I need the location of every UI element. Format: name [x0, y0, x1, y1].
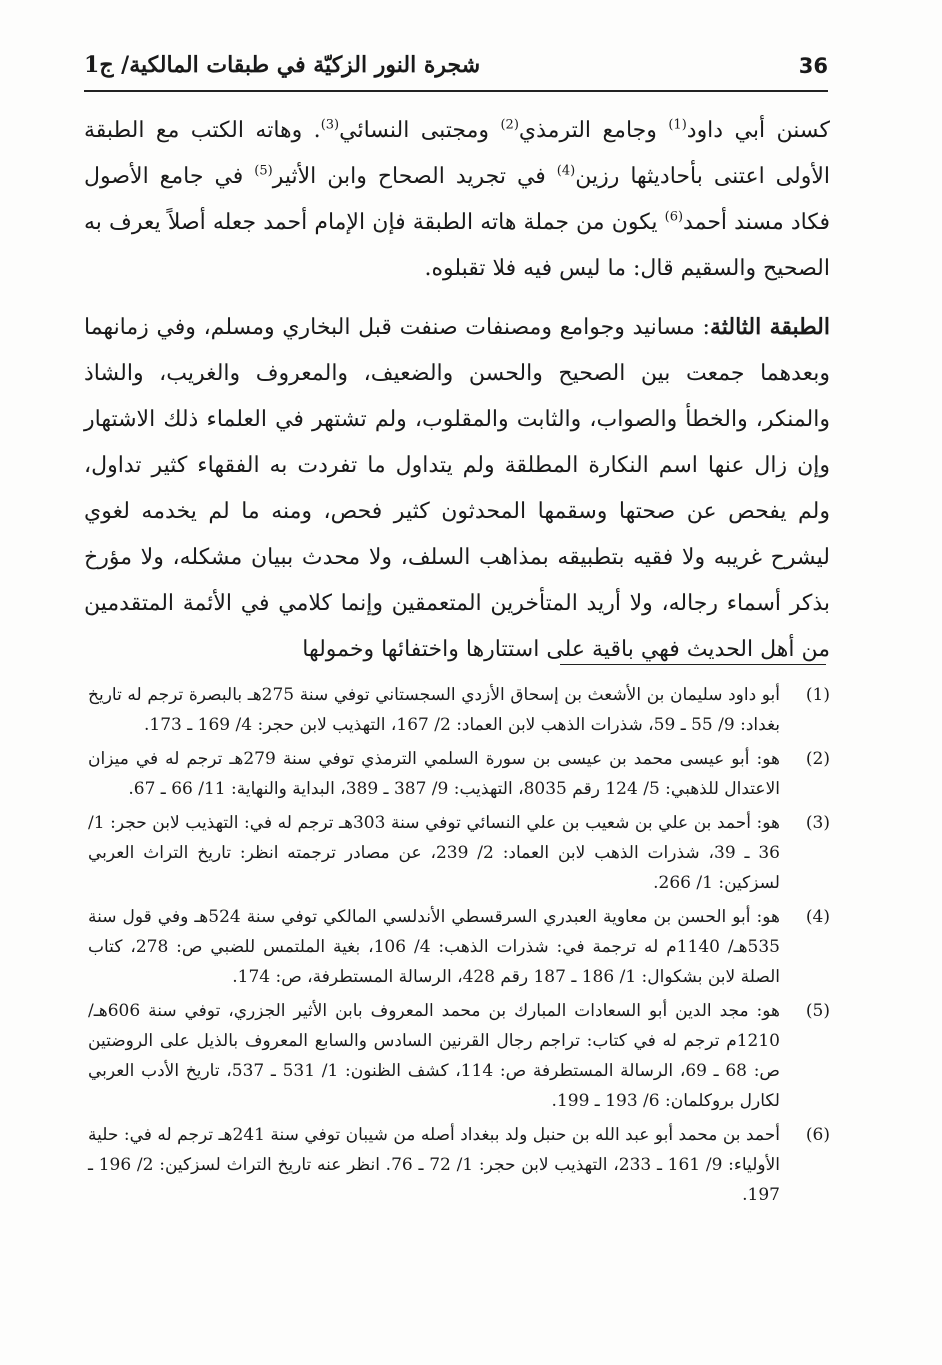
footnote-text: هو: مجد الدين أبو السعادات المبارك بن محمد المعروف بابن الأثير الجزري، توفي سنة 606هـ/ 1210م ترجم له في كتاب: تراجم رجال القرنين السادس والسابع المعروف بالذيل على الروضتين ص: 68 ـ 69، الرسالة المستطرفة ص: 114، كشف الظنون: 1/ 531 ـ 537، تاريخ الأدب العربي لكارل بروكلمان: 6/ 193 ـ 199.: [88, 1001, 780, 1111]
footnote-3: [88, 808, 830, 898]
footnote-number: (5): [805, 1001, 830, 1021]
footnote-ref-1: (1): [668, 117, 687, 133]
page-header: [84, 48, 828, 92]
section-label: الطبقة الثالثة: [709, 314, 830, 340]
text-segment: : مسانيد وجوامع ومصنفات صنفت قبل البخاري ومسلم، وفي زمانهما وبعدهما جمعت بين الصحيح والحسن والضعيف، والمعروف والغريب، والشاذ والمنكر، والخطأ والصواب، والثابت والمقلوب، ولم تشتهر في العلماء ذلك الاشتهار وإن زال عنها اسم النكارة المطلقة ولم يتداول ما تفردت به الفقهاء كثير تداول، ولم يفحص عن صحتها وسقمها المحدثون كثير فحص، ومنه ما لم يخدمه لغوي ليشرح غريبه ولا فقيه بتطبيقه بمذاهب السلف، ولا محدث ببيان مشكله، ولا مؤرخ بذكر أسماء رجاله، ولا أريد المتأخرين المتعمقين وإنما كلامي في الأئمة المتقدمين من أهل الحديث فهي باقية على استتارها واختفائها وخمولها: [84, 315, 830, 662]
header-rule: [84, 90, 828, 92]
footnote-ref-6: (6): [664, 209, 684, 225]
footnote-text: أحمد بن محمد أبو عبد الله بن حنبل ولد ببغداد أصله من شيبان توفي سنة 241هـ ترجم له في: حلية الأولياء: 9/ 161 ـ 233، التهذيب لابن حجر: 1/ 72 ـ 76. انظر عنه تاريخ التراث لسزكين: 2/ 196 ـ 197.: [88, 1125, 780, 1205]
footnote-text: هو: أحمد بن علي بن شعيب بن علي النسائي توفي سنة 303هـ ترجم له في: التهذيب لابن حجر: 1/ 36 ـ 39، شذرات الذهب لابن العماد: 2/ 239، عن مصادر ترجمته انظر: تاريخ التراث العربي لسزكين: 1/ 266.: [88, 813, 780, 893]
footnote-ref-4: (4): [556, 163, 576, 179]
text-segment: كسنن أبي داود: [686, 118, 831, 143]
footnote-ref-3: (3): [320, 117, 340, 133]
footnote-ref-5: (5): [254, 163, 273, 179]
footnote-number: (4): [805, 907, 830, 927]
footnote-text: هو: أبو عيسى محمد بن عيسى بن سورة السلمي الترمذي توفي سنة 279هـ ترجم له في ميزان الاعتدال للذهبي: 5/ 124 رقم 8035، التهذيب: 9/ 387 ـ 389، البداية والنهاية: 11/ 66 ـ 67.: [88, 749, 780, 799]
text-segment: في جامع الأصول فكاد مسند أحمد: [84, 164, 831, 235]
footnote-text: أبو داود سليمان بن الأشعث بن إسحاق الأزدي السجستاني توفي سنة 275هـ بالبصرة ترجم له تاريخ بغداد: 9/ 55 ـ 59، شذرات الذهب لابن العماد: 2/ 167، التهذيب لابن حجر: 4/ 169 ـ 173.: [88, 685, 780, 735]
text-segment: ومجتبى النسائي: [339, 118, 501, 143]
footnote-number: (2): [805, 749, 830, 769]
footnote-4: [88, 902, 830, 992]
paragraph-1: [84, 108, 830, 292]
footnote-separator: [560, 664, 826, 665]
footnote-number: (1): [805, 685, 830, 705]
text-segment: . وهاته الكتب مع الطبقة الأولى اعتنى بأحاديثها رزين: [84, 118, 830, 189]
footnote-1: [88, 680, 830, 740]
footnote-2: [88, 744, 830, 804]
text-segment: وجامع الترمذي: [518, 118, 669, 143]
footnote-ref-2: (2): [500, 117, 519, 133]
main-text: [84, 108, 830, 673]
page-number: 36: [798, 54, 828, 78]
text-segment: في تجريد الصحاح وابن الأثير: [272, 164, 557, 189]
footnote-number: (3): [805, 813, 830, 833]
footnotes: [88, 680, 830, 1214]
paragraph-2: [84, 304, 830, 673]
text-segment: يكون من جملة هاته الطبقة فإن الإمام أحمد جعله أصلاً يعرف به الصحيح والسقيم قال: ما ليس فيه فلا تقبلوه.: [84, 210, 830, 281]
footnote-6: [88, 1120, 830, 1210]
footnote-text: هو: أبو الحسن بن معاوية العبدري السرقسطي الأندلسي المالكي توفي سنة 524هـ وفي قول سنة 535هـ/ 1140م له ترجمة في: شذرات الذهب: 4/ 106، بغية الملتمس للضبي ص: 278، كتاب الصلة لابن بشكوال: 1/ 186 ـ 187 رقم 428، الرسالة المستطرفة، ص: 174.: [88, 907, 780, 987]
running-title: شجرة النور الزكيّة في طبقات المالكية/ ج1: [84, 52, 481, 78]
footnote-number: (6): [805, 1125, 830, 1145]
footnote-5: [88, 996, 830, 1116]
